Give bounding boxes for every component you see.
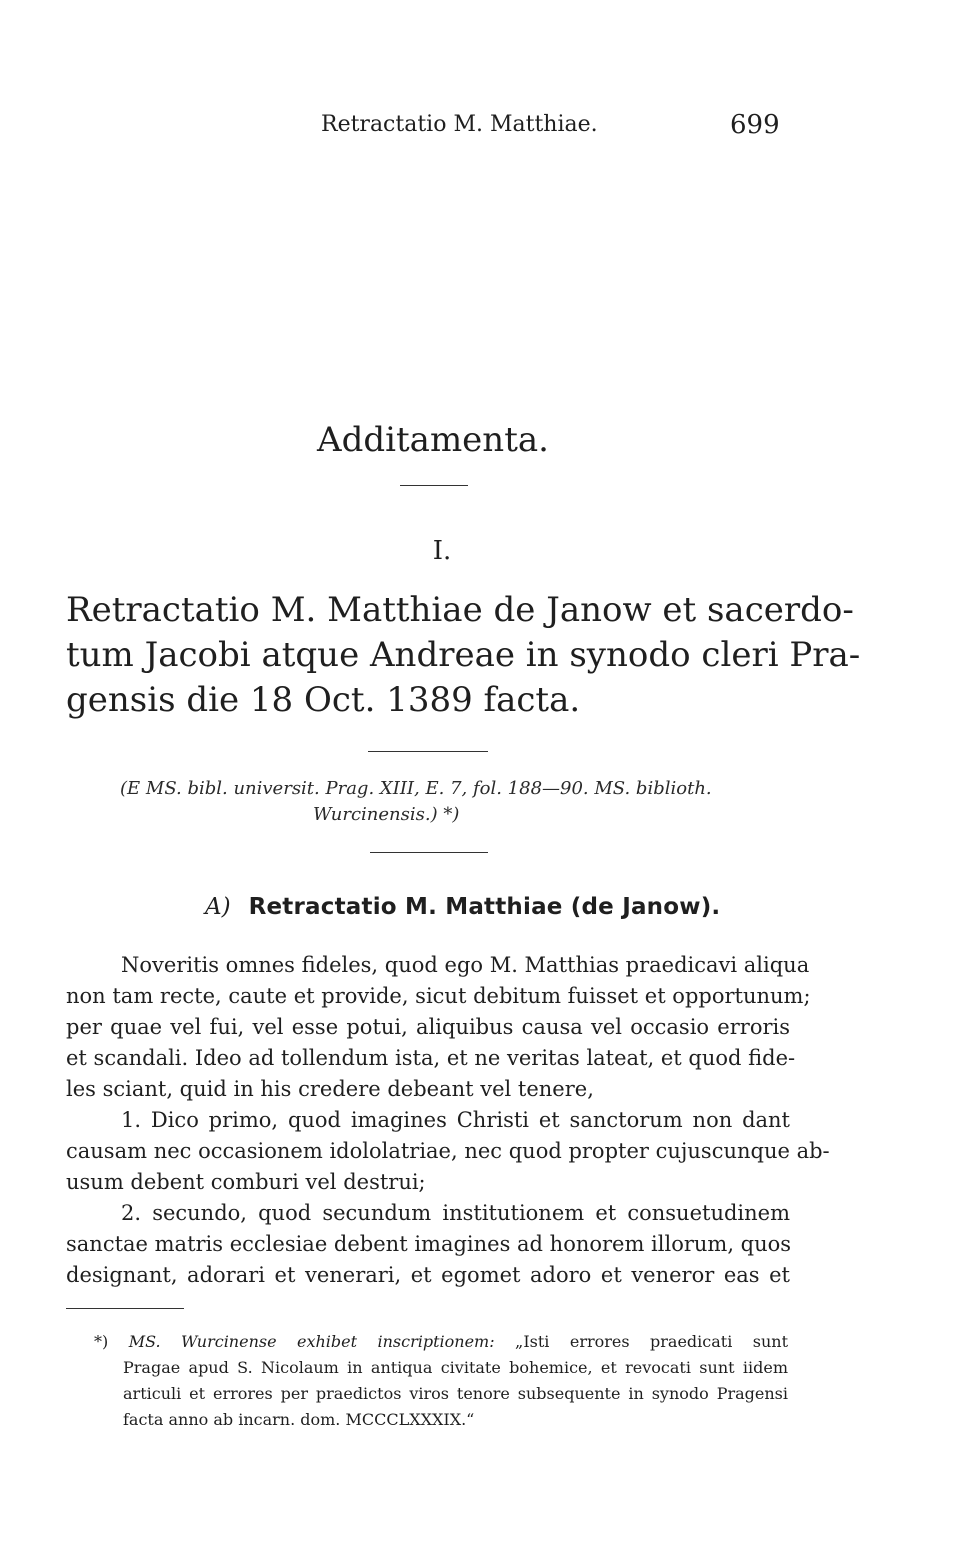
body-line: usum debent comburi vel destrui; [66, 1170, 426, 1194]
footnote-first-line [94, 1330, 788, 1354]
body-line: non tam recte, caute et provide, sicut debitum fuisset et opportunum; [66, 984, 811, 1008]
subheading-letter: A) [205, 894, 231, 920]
subheading [205, 894, 720, 920]
document-title-line: tum Jacobi atque Andreae in synodo cleri Pra- [66, 635, 861, 675]
section-number: I. [432, 536, 452, 566]
footnote-line: facta anno ab incarn. dom. MCCCLXXXIX.“ [123, 1410, 475, 1429]
running-head: Retractatio M. Matthiae. [321, 112, 598, 137]
document-title-line: Retractatio M. Matthiae de Janow et sacerdo- [66, 590, 854, 630]
section-heading: Additamenta. [317, 420, 549, 460]
footnote-line: Pragae apud S. Nicolaum in antiqua civitate bohemice, et revocati sunt iidem [123, 1358, 788, 1377]
document-title-line: gensis die 18 Oct. 1389 facta. [66, 680, 581, 720]
page-number: 699 [730, 110, 780, 140]
divider-rule [400, 485, 468, 486]
body-line: sanctae matris ecclesiae debent imagines ad honorem illorum, quos [66, 1232, 792, 1256]
body-line: et scandali. Ideo ad tollendum ista, et ne veritas lateat, et quod fide- [66, 1046, 796, 1070]
divider-rule [370, 852, 488, 853]
body-line: les sciant, quid in his credere debeant vel tenere, [66, 1077, 594, 1101]
footnote-intro: MS. Wurcinense exhibet inscriptionem: [128, 1332, 495, 1351]
source-note-line: (E MS. bibl. universit. Prag. XIII, E. 7, fol. 188—90. MS. biblioth. [120, 778, 712, 799]
body-line: causam nec occasionem idololatriae, nec quod propter cujuscunque ab- [66, 1139, 830, 1163]
body-line: 2. secundo, quod secundum institutionem et consuetudinem [121, 1201, 790, 1225]
divider-rule [368, 751, 488, 752]
footnote-line: articuli et errores per praedictos viros tenore subsequente in synodo Pragensi [123, 1384, 788, 1403]
subheading-title: Retractatio M. Matthiae (de Janow). [248, 894, 721, 920]
body-line: designant, adorari et venerari, et egomet adoro et veneror eas et [66, 1263, 790, 1287]
footnote-text: „Isti errores praedicati sunt [515, 1332, 788, 1351]
body-line: Noveritis omnes fideles, quod ego M. Matthias praedicavi aliqua [121, 953, 810, 977]
body-line: 1. Dico primo, quod imagines Christi et sanctorum non dant [121, 1108, 790, 1132]
footnote-marker: *) [94, 1332, 109, 1351]
body-line: per quae vel fui, vel esse potui, aliquibus causa vel occasio erroris [66, 1015, 790, 1039]
source-note-line: Wurcinensis.) *) [313, 804, 460, 825]
footnote-rule [66, 1308, 184, 1309]
